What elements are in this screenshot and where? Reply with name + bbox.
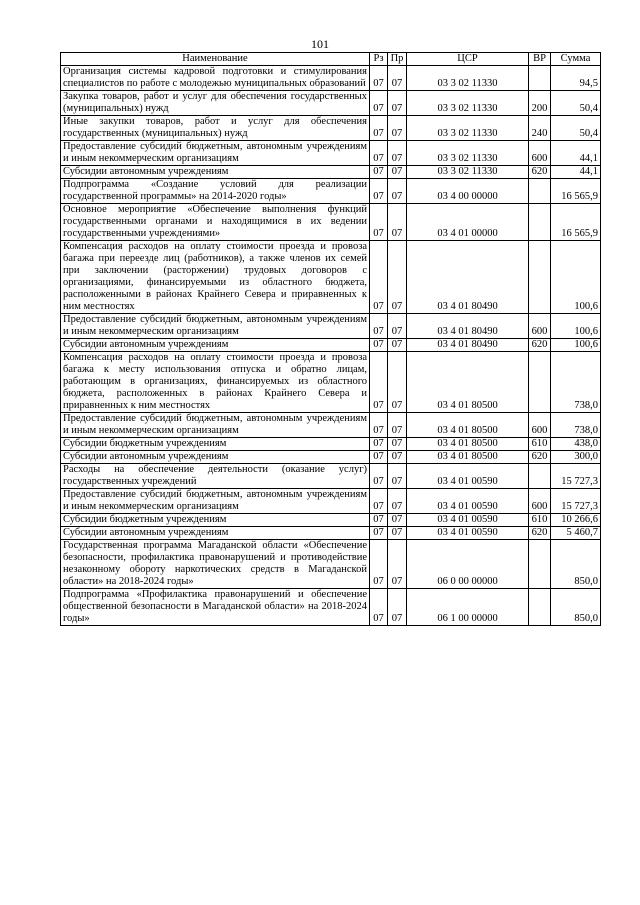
row-rz: 07 [370, 241, 388, 314]
row-csr: 03 4 01 80500 [407, 438, 529, 451]
row-pr: 07 [388, 352, 407, 413]
row-name: Расходы на обеспечение деятельности (оказание услуг) государственных учреждений [61, 464, 370, 489]
header-row [61, 53, 601, 66]
row-vr: 620 [529, 451, 551, 464]
row-sum: 100,6 [551, 314, 601, 339]
row-csr: 03 4 01 80490 [407, 241, 529, 314]
row-pr: 07 [388, 464, 407, 489]
row-name: Закупка товаров, работ и услуг для обеспечения государственных (муниципальных) нужд [61, 91, 370, 116]
row-name: Предоставление субсидий бюджетным, автономным учреждениям и иным некоммерческим организациям [61, 141, 370, 166]
table-row [61, 540, 601, 589]
row-rz: 07 [370, 204, 388, 241]
row-csr: 03 4 01 00590 [407, 489, 529, 514]
row-csr: 03 4 01 00590 [407, 514, 529, 527]
row-sum: 50,4 [551, 116, 601, 141]
header-name: Наименование [61, 53, 370, 66]
row-name: Предоставление субсидий бюджетным, автономным учреждениям и иным некоммерческим организациям [61, 413, 370, 438]
row-sum: 15 727,3 [551, 464, 601, 489]
row-sum: 438,0 [551, 438, 601, 451]
row-sum: 100,6 [551, 339, 601, 352]
row-csr: 03 4 01 80500 [407, 451, 529, 464]
row-pr: 07 [388, 540, 407, 589]
row-rz: 07 [370, 141, 388, 166]
row-vr: 620 [529, 527, 551, 540]
row-sum: 15 727,3 [551, 489, 601, 514]
row-sum: 10 266,6 [551, 514, 601, 527]
row-csr: 03 4 01 80490 [407, 339, 529, 352]
row-pr: 07 [388, 116, 407, 141]
row-name: Субсидии бюджетным учреждениям [61, 438, 370, 451]
table-row [61, 527, 601, 540]
row-vr [529, 464, 551, 489]
row-sum: 16 565,9 [551, 179, 601, 204]
table-header [61, 53, 601, 66]
row-pr: 07 [388, 527, 407, 540]
row-csr: 03 4 01 80490 [407, 314, 529, 339]
row-rz: 07 [370, 339, 388, 352]
row-name: Государственная программа Магаданской области «Обеспечение безопасности, профилактика правонарушений и противодействие незаконному обороту наркотических средств в Магаданской области» на 2018-2024 годы» [61, 540, 370, 589]
row-vr [529, 179, 551, 204]
row-csr: 03 4 01 00590 [407, 527, 529, 540]
table-row [61, 339, 601, 352]
row-sum: 44,1 [551, 166, 601, 179]
row-sum: 300,0 [551, 451, 601, 464]
row-name: Подпрограмма «Создание условий для реализации государственной программы» на 2014-2020 годы» [61, 179, 370, 204]
row-name: Субсидии автономным учреждениям [61, 339, 370, 352]
row-name: Субсидии автономным учреждениям [61, 166, 370, 179]
row-csr: 03 4 01 00590 [407, 464, 529, 489]
row-pr: 07 [388, 413, 407, 438]
page-number: 101 [311, 37, 329, 51]
row-vr [529, 66, 551, 91]
row-name: Иные закупки товаров, работ и услуг для обеспечения государственных (муниципальных) нужд [61, 116, 370, 141]
row-csr: 03 3 02 11330 [407, 116, 529, 141]
row-name: Подпрограмма «Профилактика правонарушений и обеспечение общественной безопасности в Магаданской области» на 2018-2024 годы» [61, 589, 370, 626]
table-row [61, 514, 601, 527]
row-vr: 620 [529, 166, 551, 179]
table-body [61, 66, 601, 626]
row-csr: 03 3 02 11330 [407, 141, 529, 166]
row-sum: 94,5 [551, 66, 601, 91]
header-csr: ЦСР [407, 53, 529, 66]
row-csr: 03 3 02 11330 [407, 166, 529, 179]
row-csr: 03 3 02 11330 [407, 66, 529, 91]
row-pr: 07 [388, 91, 407, 116]
row-sum: 44,1 [551, 141, 601, 166]
row-rz: 07 [370, 91, 388, 116]
header-pr: Пр [388, 53, 407, 66]
header-rz: Рз [370, 53, 388, 66]
row-name: Предоставление субсидий бюджетным, автономным учреждениям и иным некоммерческим организациям [61, 314, 370, 339]
row-pr: 07 [388, 514, 407, 527]
row-vr: 620 [529, 339, 551, 352]
table-row [61, 204, 601, 241]
row-name: Компенсация расходов на оплату стоимости проезда и провоза багажа при переезде лиц (работников), а также членов их семей при заключении (расторжении) трудовых договоров с организациями, финансируемыми из областного бюджета, расположенными в районах Крайнего Севера и приравненных к ним местностях [61, 241, 370, 314]
budget-table [60, 52, 601, 626]
row-vr: 610 [529, 438, 551, 451]
row-rz: 07 [370, 527, 388, 540]
row-csr: 06 1 00 00000 [407, 589, 529, 626]
row-vr: 200 [529, 91, 551, 116]
row-name: Предоставление субсидий бюджетным, автономным учреждениям и иным некоммерческим организациям [61, 489, 370, 514]
table-row [61, 352, 601, 413]
row-csr: 03 4 01 00000 [407, 204, 529, 241]
row-pr: 07 [388, 314, 407, 339]
row-name: Субсидии бюджетным учреждениям [61, 514, 370, 527]
row-pr: 07 [388, 179, 407, 204]
row-pr: 07 [388, 489, 407, 514]
row-pr: 07 [388, 204, 407, 241]
table-row [61, 413, 601, 438]
table-row [61, 464, 601, 489]
row-sum: 850,0 [551, 589, 601, 626]
row-rz: 07 [370, 352, 388, 413]
table-row [61, 179, 601, 204]
row-pr: 07 [388, 339, 407, 352]
row-pr: 07 [388, 141, 407, 166]
row-vr [529, 241, 551, 314]
row-csr: 03 3 02 11330 [407, 91, 529, 116]
row-pr: 07 [388, 241, 407, 314]
row-rz: 07 [370, 179, 388, 204]
table-row [61, 116, 601, 141]
table-row [61, 438, 601, 451]
row-csr: 03 4 01 80500 [407, 413, 529, 438]
row-csr: 03 4 00 00000 [407, 179, 529, 204]
row-rz: 07 [370, 589, 388, 626]
row-vr: 600 [529, 314, 551, 339]
row-vr: 240 [529, 116, 551, 141]
row-name: Субсидии автономным учреждениям [61, 451, 370, 464]
row-pr: 07 [388, 451, 407, 464]
table-row [61, 66, 601, 91]
header-vr: ВР [529, 53, 551, 66]
row-sum: 100,6 [551, 241, 601, 314]
row-name: Субсидии автономным учреждениям [61, 527, 370, 540]
row-name: Организация системы кадровой подготовки и стимулирования специалистов по работе с молодежью муниципальных образований [61, 66, 370, 91]
row-rz: 07 [370, 116, 388, 141]
row-vr [529, 540, 551, 589]
row-pr: 07 [388, 438, 407, 451]
table-row [61, 589, 601, 626]
table-row [61, 141, 601, 166]
row-pr: 07 [388, 66, 407, 91]
row-sum: 5 460,7 [551, 527, 601, 540]
table-row [61, 451, 601, 464]
row-sum: 50,4 [551, 91, 601, 116]
row-rz: 07 [370, 451, 388, 464]
row-name: Основное мероприятие «Обеспечение выполнения функций государственными органами и находящимися в их ведении государственными учреждениями» [61, 204, 370, 241]
row-rz: 07 [370, 540, 388, 589]
row-csr: 06 0 00 00000 [407, 540, 529, 589]
table-row [61, 166, 601, 179]
row-name: Компенсация расходов на оплату стоимости проезда и провоза багажа к месту использования отпуска и обратно лицам, работающим в организациях, финансируемых из областного бюджета, расположенных в районах Крайнего Севера и приравненных к ним местностях [61, 352, 370, 413]
row-rz: 07 [370, 314, 388, 339]
row-rz: 07 [370, 464, 388, 489]
header-sum: Сумма [551, 53, 601, 66]
row-vr: 600 [529, 489, 551, 514]
table-row [61, 489, 601, 514]
table-row [61, 314, 601, 339]
row-sum: 738,0 [551, 413, 601, 438]
row-rz: 07 [370, 489, 388, 514]
row-rz: 07 [370, 438, 388, 451]
row-vr [529, 589, 551, 626]
row-sum: 738,0 [551, 352, 601, 413]
row-pr: 07 [388, 589, 407, 626]
row-rz: 07 [370, 166, 388, 179]
row-pr: 07 [388, 166, 407, 179]
row-rz: 07 [370, 66, 388, 91]
row-csr: 03 4 01 80500 [407, 352, 529, 413]
row-vr: 610 [529, 514, 551, 527]
row-vr: 600 [529, 413, 551, 438]
row-rz: 07 [370, 413, 388, 438]
table-row [61, 91, 601, 116]
row-vr: 600 [529, 141, 551, 166]
row-vr [529, 352, 551, 413]
row-vr [529, 204, 551, 241]
row-sum: 850,0 [551, 540, 601, 589]
table-row [61, 241, 601, 314]
row-sum: 16 565,9 [551, 204, 601, 241]
row-rz: 07 [370, 514, 388, 527]
